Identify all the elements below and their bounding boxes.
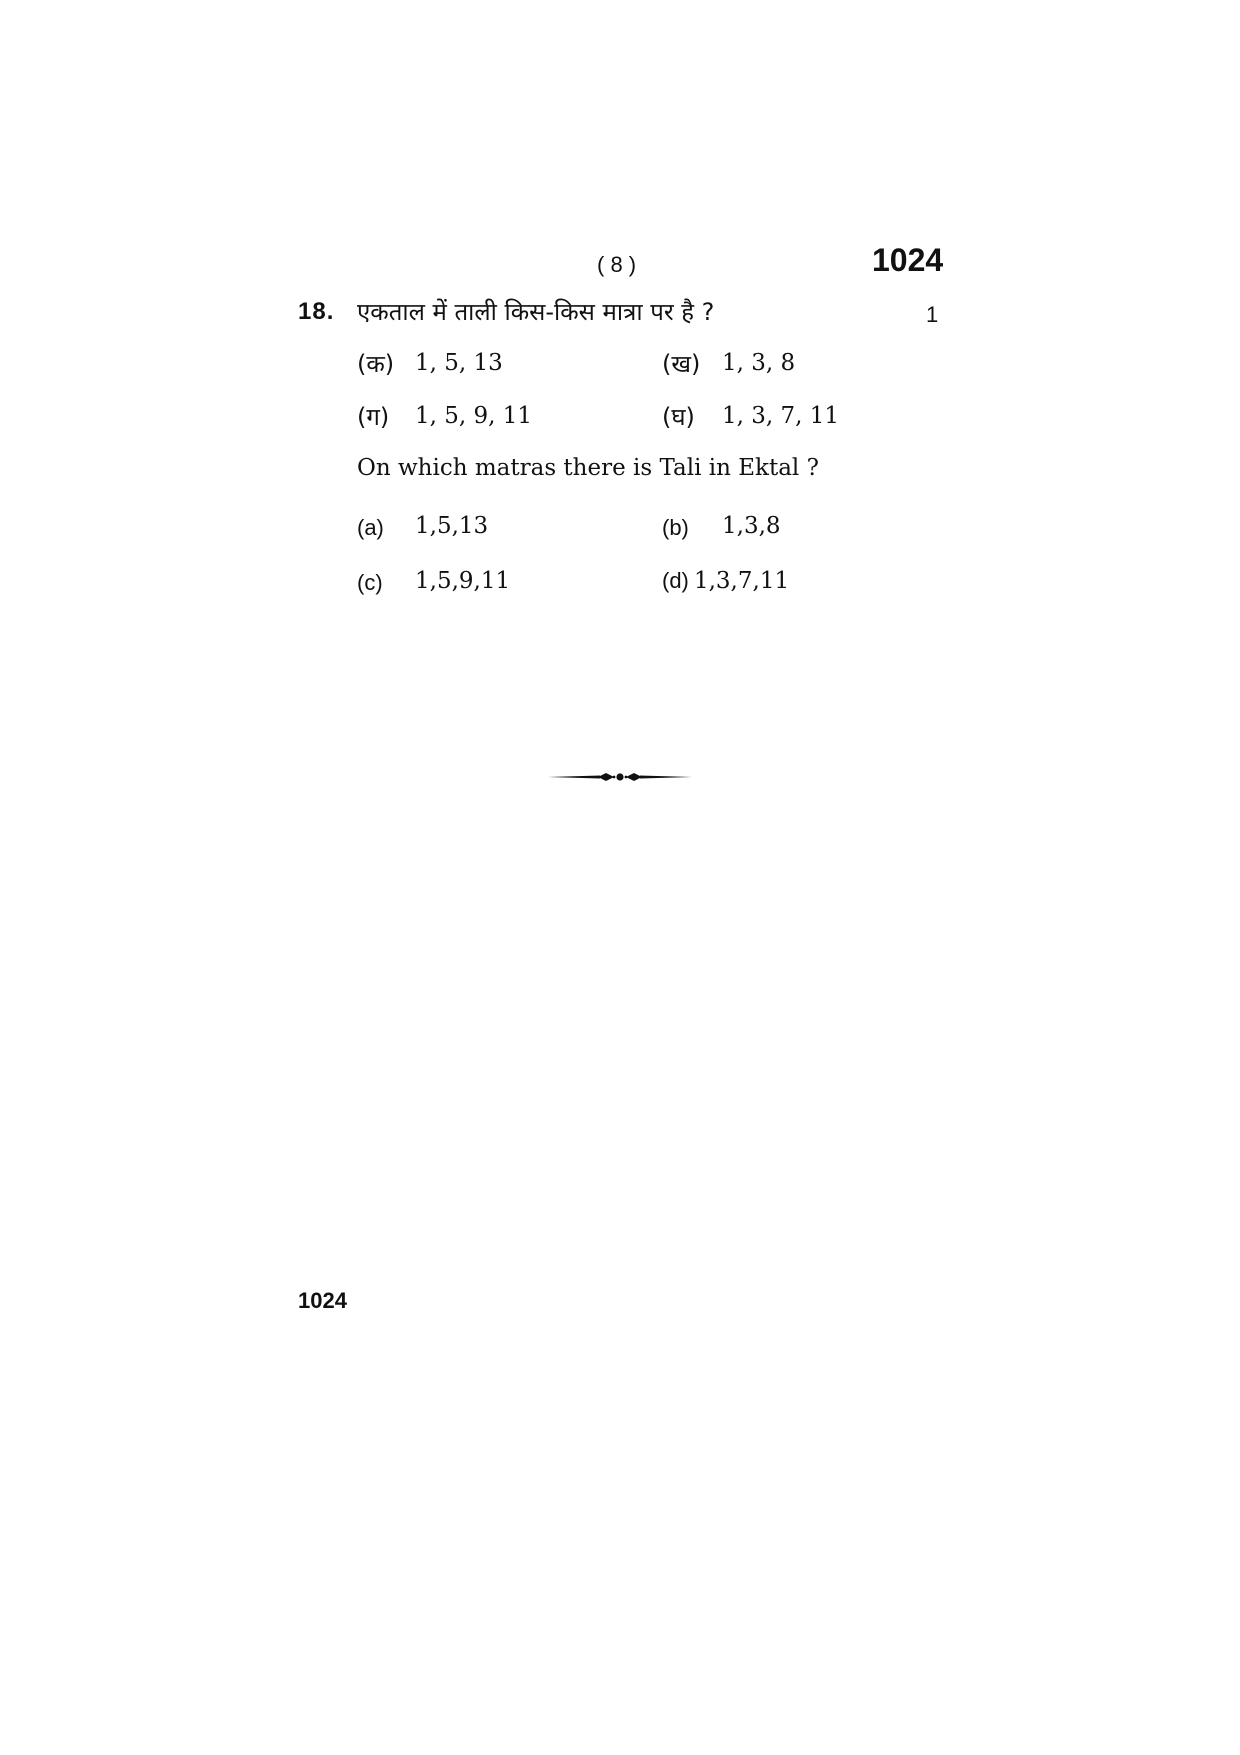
- option-hindi-kha: [662, 347, 700, 380]
- option-value-a: 1,5,13: [415, 513, 489, 539]
- option-value-c: 1,5,9,11: [415, 568, 511, 594]
- option-label-a: (a): [357, 515, 384, 540]
- option-value: 1, 5, 9, 11: [415, 403, 533, 429]
- option-hindi-gha: [662, 400, 695, 433]
- option-hindi-ka: [357, 347, 394, 380]
- option-value: 1, 3, 7, 11: [722, 403, 840, 429]
- option-d: [662, 568, 789, 594]
- question-text-english: On which matras there is Tali in Ektal ?: [357, 455, 819, 481]
- question-text-hindi: एकताल में ताली किस-किस मात्रा पर है ?: [357, 298, 715, 326]
- option-value-d: 1,3,7,11: [693, 568, 790, 594]
- option-value-b: 1,3,8: [722, 513, 781, 539]
- option-label: (ख): [662, 350, 701, 378]
- question-marks: 1: [926, 302, 939, 327]
- option-value: 1, 3, 8: [722, 350, 796, 376]
- option-value: 1, 5, 13: [415, 350, 503, 376]
- end-ornament-divider: [548, 769, 692, 788]
- paper-code-header: 1024: [872, 242, 944, 278]
- option-label-d: (d): [662, 568, 689, 593]
- option-label-b: (b): [662, 515, 689, 540]
- question-number: 18.: [298, 298, 335, 325]
- option-label: (ग): [357, 403, 390, 431]
- option-label-c: (c): [357, 570, 383, 595]
- paper-code-footer: 1024: [298, 1288, 347, 1313]
- option-hindi-ga: [357, 400, 389, 433]
- page-number: ( 8 ): [597, 252, 637, 277]
- option-label: (घ): [662, 403, 695, 431]
- option-label: (क): [357, 350, 395, 378]
